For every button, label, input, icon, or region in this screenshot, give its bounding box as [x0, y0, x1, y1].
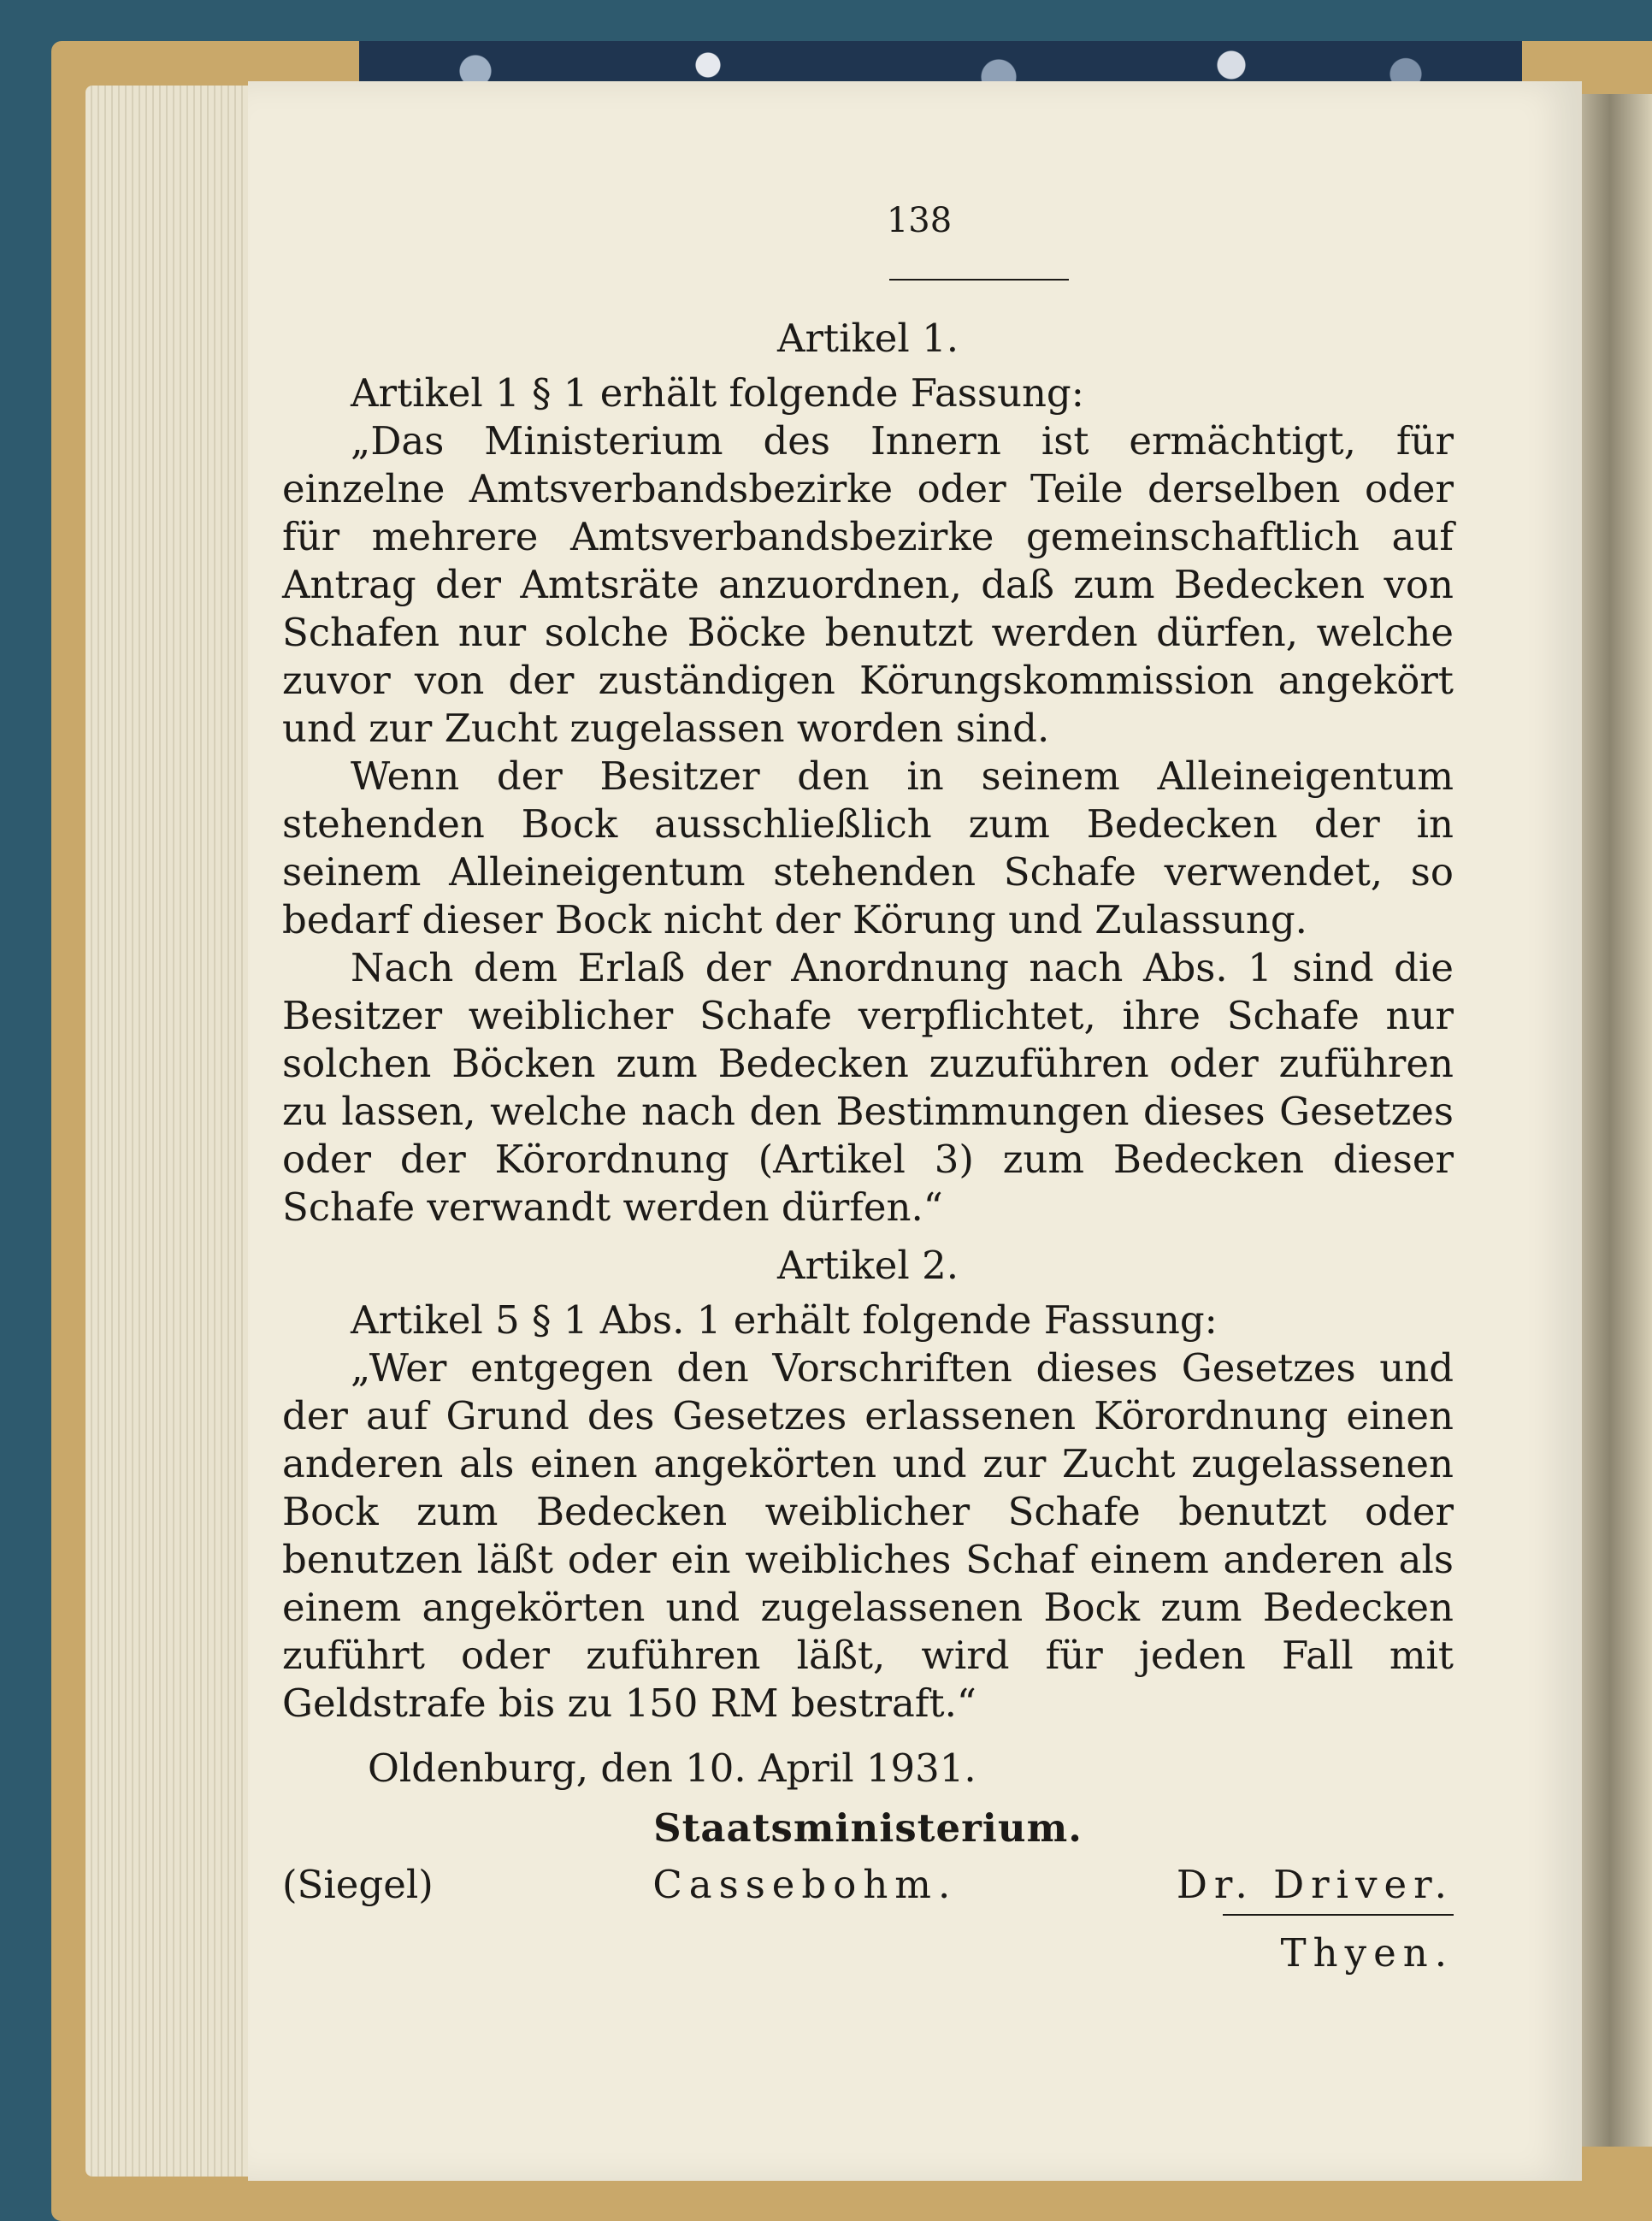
article-2-heading: Artikel 2.: [776, 1243, 959, 1288]
article-1-paragraph-3: Nach dem Erlaß der Anordnung nach Abs. 1 sind die Besitzer weiblicher Schafe verpflichtet, ihre Schafe nur solchen Böcken zum Bedecken zuzuführen oder zuführen zu lassen, welche nach den Bestimmungen dieses Gesetzes oder der Körordnung (Artikel 3) zum Bedecken dieser Schafe verwandt werden dürfen.“: [282, 945, 1454, 1230]
page-number: 138: [886, 201, 953, 240]
article-2-paragraph-1: „Wer entgegen den Vorschriften dieses Gesetzes und der auf Grund des Gesetzes erlassenen Körordnung einen anderen als einen angekörten und zur Zucht zugelassenen Bock zum Bedecken weiblicher Schafe benutzt oder benutzen läßt oder ein weibliches Schaf einem anderen als einem angekörten und zugelassenen Bock zum Bedecken zuführt oder zuführen läßt, wird für jeden Fall mit Geldstrafe bis zu 150 RM bestraft.“: [282, 1345, 1454, 1726]
signer-thyen: Thyen.: [1280, 1930, 1454, 1976]
article-1-paragraph-1: „Das Ministerium des Innern ist ermächtigt, für einzelne Amtsverbandsbezirke oder Teile derselben oder für mehrere Amtsverbandsbezirke gemeinschaftlich auf Antrag der Amtsräte anzuordnen, daß zum Bedecken von Schafen nur solche Böcke benutzt werden dürfen, welche zuvor von der zuständigen Körungskommission angekört und zur Zucht zugelassen worden sind.: [282, 418, 1454, 751]
article-1-paragraph-2: Wenn der Besitzer den in seinem Alleineigentum stehenden Bock ausschließlich zum Bedecken der in seinem Alleineigentum stehenden Schafe verwendet, so bedarf dieser Bock nicht der Körung und Zulassung.: [282, 753, 1454, 942]
book-gutter: [1582, 94, 1652, 2147]
signature-rule: [1223, 1914, 1454, 1916]
ministry-name: Staatsministerium.: [653, 1805, 1083, 1851]
signer-cassebohm: Cassebohm.: [652, 1862, 958, 1907]
place-date: Oldenburg, den 10. April 1931.: [368, 1745, 976, 1791]
article-1-intro: Artikel 1 § 1 erhält folgende Fassung:: [351, 370, 1084, 416]
page-number-rule: [889, 279, 1069, 281]
page-text: [282, 197, 1454, 1977]
signer-driver: Dr. Driver.: [1176, 1862, 1454, 1907]
article-1-heading: Artikel 1.: [776, 316, 959, 361]
article-2-intro: Artikel 5 § 1 Abs. 1 erhält folgende Fassung:: [351, 1297, 1218, 1343]
page-edges: [86, 86, 265, 2177]
seal-label: (Siegel): [282, 1862, 434, 1907]
signature-row: [282, 1861, 1454, 1909]
